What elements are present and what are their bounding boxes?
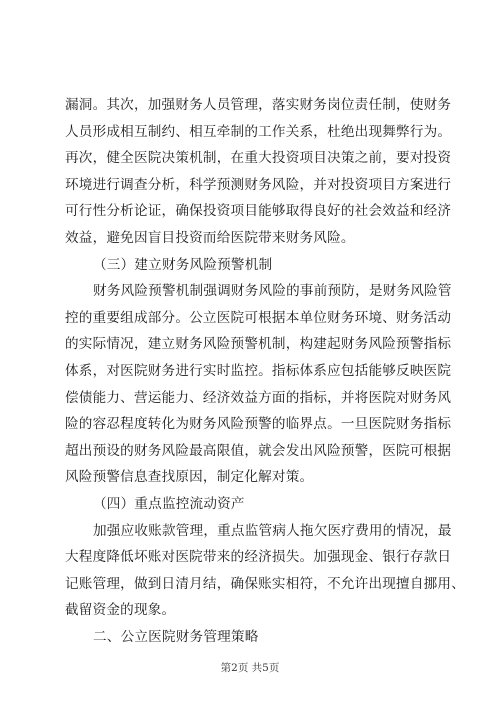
section-heading: 二、公立医院财务管理策略 bbox=[93, 628, 259, 645]
paragraph-line: 效益，避免因盲目投资而给医院带来财务风险。 bbox=[65, 229, 355, 246]
paragraph-line: 体系，对医院财务进行实时监控。指标体系应包括能够反映医院 bbox=[65, 362, 452, 379]
paragraph-line: 险的容忍程度转化为财务风险预警的临界点。一旦医院财务指标 bbox=[65, 416, 452, 433]
paragraph-line: 截留资金的现象。 bbox=[65, 602, 176, 619]
paragraph-line: 漏洞。其次，加强财务人员管理，落实财务岗位责任制，使财务 bbox=[65, 97, 452, 113]
page-number-footer: 第2页 共5页 bbox=[220, 662, 280, 674]
section-heading: （四）重点监控流动资产 bbox=[93, 495, 245, 512]
paragraph-line: 记账管理，做到日清月结，确保账实相符，不允许出现擅自挪用、 bbox=[65, 575, 466, 592]
paragraph-line: 偿债能力、营运能力、经济效益方面的指标，并将医院对财务风 bbox=[65, 389, 452, 406]
paragraph-line: 大程度降低坏账对医院带来的经济损失。加强现金、银行存款日 bbox=[65, 549, 452, 566]
paragraph-line: 人员形成相互制约、相互牵制的工作关系，杜绝出现舞弊行为。 bbox=[65, 123, 452, 140]
paragraph-line: 财务风险预警机制强调财务风险的事前预防，是财务风险管 bbox=[93, 283, 452, 300]
paragraph-line: 超出预设的财务风险最高限值，就会发出风险预警，医院可根据 bbox=[65, 442, 452, 459]
paragraph-line: 加强应收账款管理，重点监管病人拖欠医疗费用的情况，最 bbox=[93, 522, 452, 539]
paragraph-line: 风险预警信息查找原因，制定化解对策。 bbox=[65, 469, 314, 486]
paragraph-line: 的实际情况，建立财务风险预警机制，构建起财务风险预警指标 bbox=[65, 336, 452, 353]
section-heading: （三）建立财务风险预警机制 bbox=[93, 256, 273, 273]
paragraph-line: 再次，健全医院决策机制，在重大投资项目决策之前，要对投资 bbox=[65, 150, 452, 167]
paragraph-line: 可行性分析论证，确保投资项目能够取得良好的社会效益和经济 bbox=[65, 203, 452, 220]
paragraph-line: 环境进行调查分析，科学预测财务风险，并对投资项目方案进行 bbox=[65, 176, 452, 193]
paragraph-line: 控的重要组成部分。公立医院可根据本单位财务环境、财务活动 bbox=[65, 309, 452, 326]
document-body bbox=[65, 92, 466, 650]
